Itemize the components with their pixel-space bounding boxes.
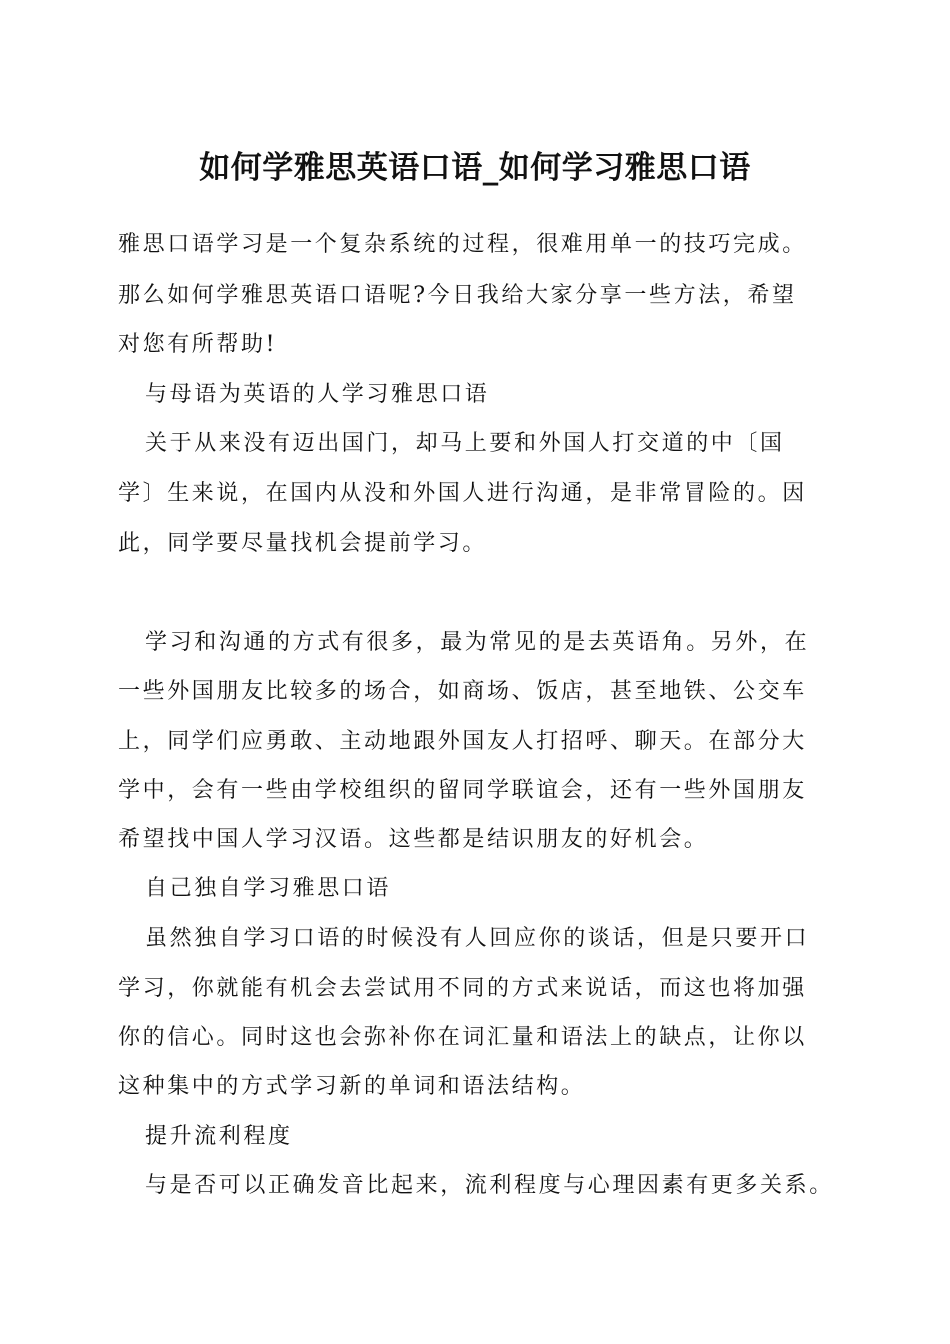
- paragraph-line: 这种集中的方式学习新的单词和语法结构。: [118, 1074, 586, 1099]
- paragraph-line: 上，同学们应勇敢、主动地跟外国友人打招呼、聊天。在部分大: [118, 729, 807, 754]
- paragraph-line: 希望找中国人学习汉语。这些都是结识朋友的好机会。: [118, 827, 709, 852]
- section-heading: 自己独自学习雅思口语: [145, 876, 392, 901]
- paragraph-line: 你的信心。同时这也会弥补你在词汇量和语法上的缺点，让你以: [118, 1025, 807, 1050]
- paragraph-line: 那么如何学雅思英语口语呢?今日我给大家分享一些方法，希望: [118, 283, 797, 308]
- paragraph-line: 雅思口语学习是一个复杂系统的过程，很难用单一的技巧完成。: [118, 232, 807, 257]
- paragraph-line: 虽然独自学习口语的时候没有人回应你的谈话，但是只要开口: [145, 926, 810, 951]
- paragraph-line: 学习，你就能有机会去尝试用不同的方式来说话，而这也将加强: [118, 976, 807, 1001]
- section-heading: 提升流利程度: [145, 1124, 293, 1149]
- paragraph-line: 对您有所帮助!: [118, 332, 278, 357]
- paragraph-line: 此，同学要尽量找机会提前学习。: [118, 531, 488, 556]
- paragraph-line: 一些外国朋友比较多的场合，如商场、饭店，甚至地铁、公交车: [118, 679, 807, 704]
- paragraph-line: 学习和沟通的方式有很多，最为常见的是去英语角。另外，在: [145, 630, 810, 655]
- section-heading: 与母语为英语的人学习雅思口语: [145, 382, 490, 407]
- paragraph-line: 学〕生来说，在国内从没和外国人进行沟通，是非常冒险的。因: [118, 481, 807, 506]
- paragraph-line: 关于从来没有迈出国门，却马上要和外国人打交道的中〔国: [145, 431, 785, 456]
- paragraph-line: 学中，会有一些由学校组织的留同学联谊会，还有一些外国朋友: [118, 778, 807, 803]
- document-title: 如何学雅思英语口语_如何学习雅思口语: [199, 150, 751, 186]
- paragraph-line: 与是否可以正确发音比起来，流利程度与心理因素有更多关系。: [145, 1173, 834, 1198]
